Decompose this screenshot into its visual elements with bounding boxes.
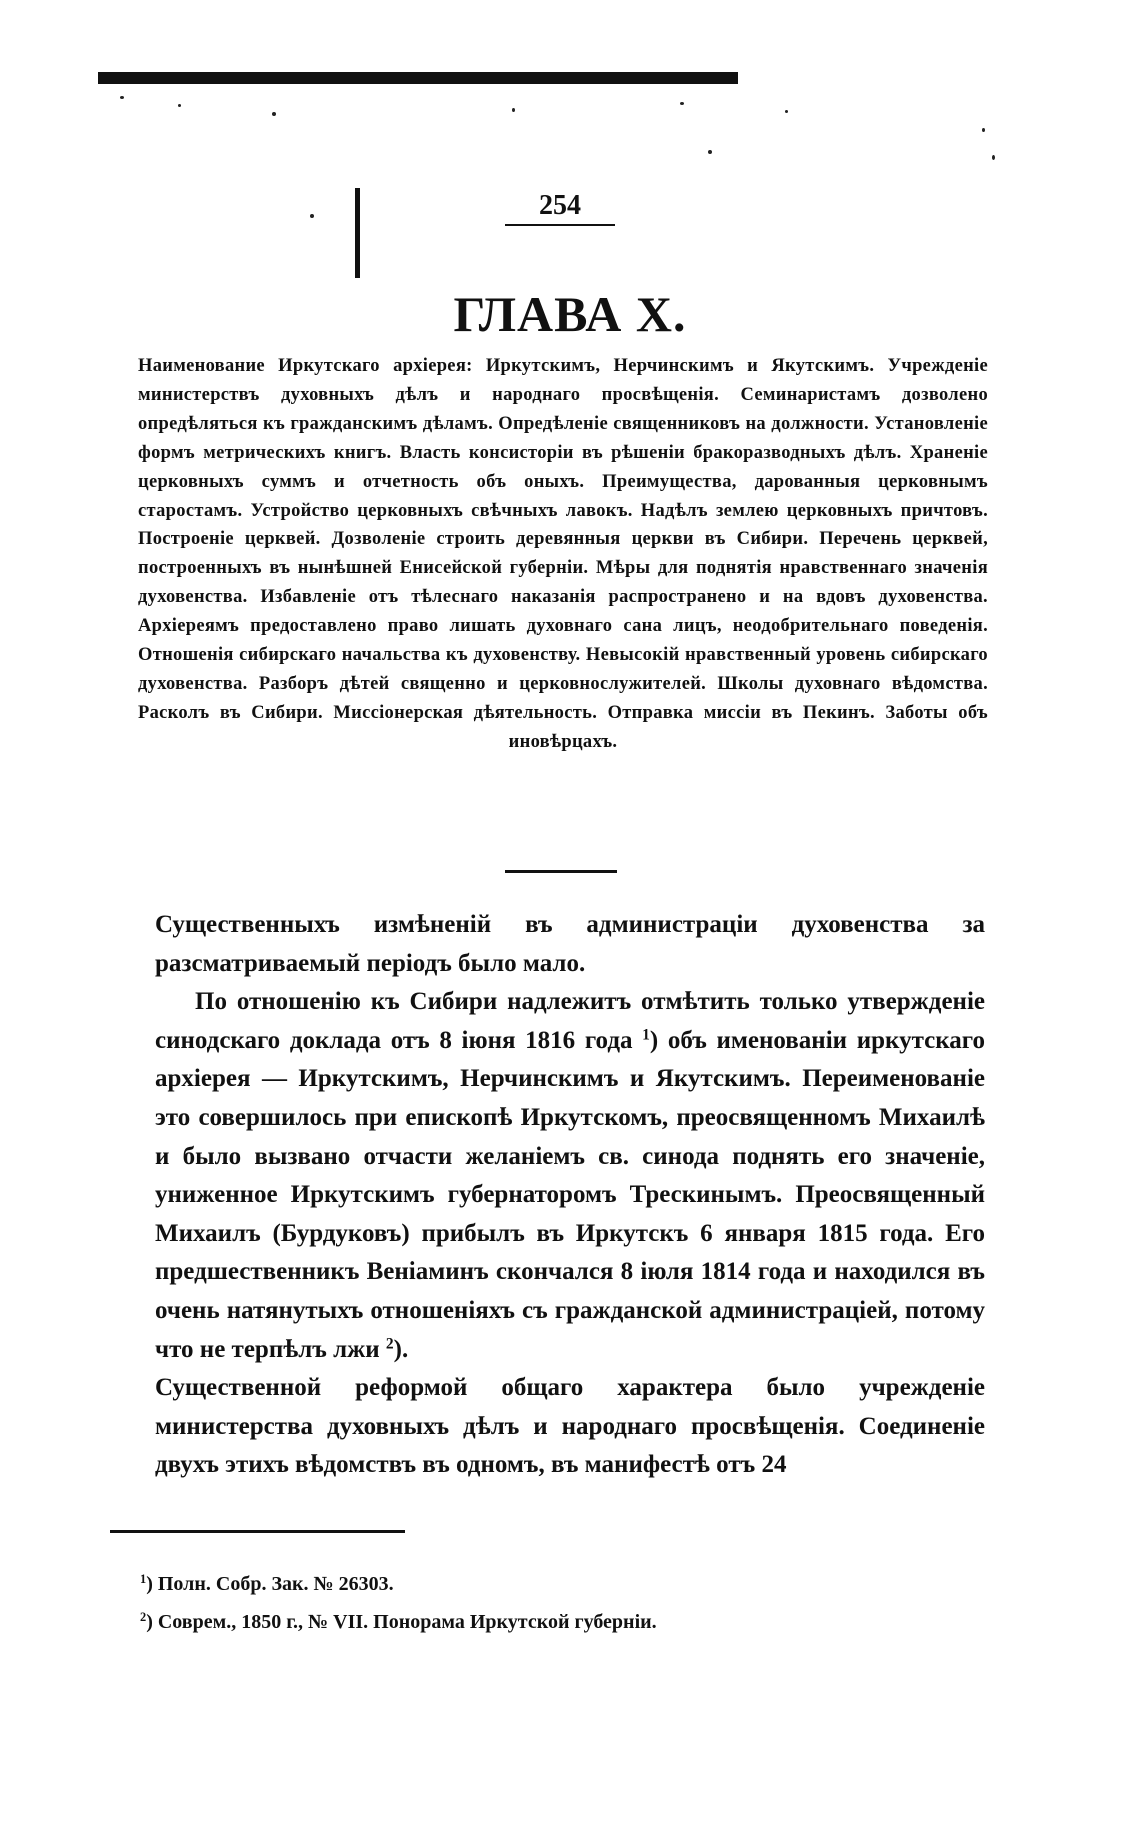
body-text	[155, 906, 985, 1485]
footnote-1	[140, 1565, 990, 1603]
footnote-rule	[110, 1530, 405, 1533]
footnote-ref-1: 1	[642, 1026, 650, 1044]
paragraph-2-text-a: По отношенiю къ Сибири надлежитъ отмѣтить только утвержденiе синодскаго доклада отъ 8 iюня 1816 года	[155, 988, 985, 1054]
footnote-2-text: ) Соврем., 1850 г., № VII. Понорама Иркутской губернiи.	[146, 1611, 657, 1633]
page-number: 254	[505, 190, 615, 226]
footnote-1-mark: 1	[140, 1572, 147, 1587]
top-scan-rule	[98, 72, 738, 84]
scan-speck	[992, 155, 995, 160]
paragraph-2-text-c: ).	[393, 1335, 409, 1363]
scan-speck	[310, 214, 314, 218]
margin-bar	[355, 188, 360, 278]
section-divider	[505, 870, 617, 873]
chapter-summary: Наименование Иркутскаго архiерея: Иркутскимъ, Нерчинскимъ и Якутскимъ. Учрежденiе министерствъ духовныхъ дѣлъ и народнаго просвѣщенiя. Семинаристамъ дозволено опредѣляться къ гражданскимъ дѣламъ. Опредѣленiе священниковъ на должности. Установленiе формъ метрическихъ книгъ. Власть консисторiи въ рѣшенiи бракоразводныхъ дѣлъ. Храненiе церковныхъ суммъ и отчетность объ оныхъ. Преимущества, дарованныя церковнымъ старостамъ. Устройство церковныхъ свѣчныхъ лавокъ. Надѣлъ землею церковныхъ причтовъ. Построенiе церквей. Дозволенiе строить деревянныя церкви въ Сибири. Перечень церквей, построенныхъ въ нынѣшней Енисейской губернiи. Мѣры для поднятiя нравственнаго значенiя духовенства. Избавленiе отъ тѣлеснаго наказанiя распространено и на вдовъ духовенства. Архiереямъ предоставлено право лишать духовнаго сана лицъ, неодобрительнаго поведенiя. Отношенiя сибирскаго начальства къ духовенству. Невысокiй нравственный уровень сибирскаго духовенства. Разборъ дѣтей священно и церковнослужителей. Школы духовнаго вѣдомства. Расколъ въ Сибири. Миссiонерская дѣятельность. Отправка миссiи въ Пекинъ. Заботы объ иновѣрцахъ.	[138, 356, 988, 752]
scan-speck	[680, 102, 684, 105]
scan-speck	[512, 108, 515, 112]
paragraph-3	[155, 1369, 985, 1485]
paragraph-1	[155, 906, 985, 983]
footnotes	[140, 1565, 990, 1641]
paragraph-2-text-b: ) объ именованiи иркутскаго архiерея — Иркутскимъ, Нерчинскимъ и Якутскимъ. Переименованiе это совершилось при епископѣ Иркутскомъ, преосвященномъ Михаилѣ и было вызвано отчасти желанiемъ св. синода поднять его значенiе, униженное Иркутскимъ губернаторомъ Трескинымъ. Преосвященный Михаилъ (Бурдуковъ) прибылъ въ Иркутскъ 6 января 1815 года. Его предшественникъ Веніаминъ скончался 8 iюля 1814 года и находился въ очень натянутыхъ отношенiяхъ съ гражданской администрацiей, потому что не терпѣлъ лжи	[155, 1026, 986, 1363]
scan-speck	[785, 110, 788, 113]
chapter-title: ГЛАВА X.	[453, 286, 687, 342]
footnote-2-mark: 2	[140, 1610, 147, 1625]
scan-speck	[120, 96, 124, 99]
scan-speck	[708, 150, 712, 154]
scan-speck	[982, 128, 985, 132]
paragraph-2	[155, 983, 985, 1369]
paragraph-1-text: Существенныхъ измѣненiй въ администрацiи духовенства за разсматриваемый перiодъ было мало.	[155, 911, 985, 977]
footnote-2	[140, 1603, 990, 1641]
scan-speck	[272, 112, 276, 116]
scan-speck	[178, 104, 181, 107]
paragraph-3-text: Существенной реформой общаго характера было учрежденiе министерства духовныхъ дѣлъ и народнаго просвѣщенiя. Соединенiе двухъ этихъ вѣдомствъ въ одномъ, въ манифестѣ отъ 24	[155, 1374, 985, 1479]
footnote-ref-2: 2	[385, 1335, 394, 1353]
footnote-1-text: ) Полн. Собр. Зак. № 26303.	[146, 1573, 394, 1595]
